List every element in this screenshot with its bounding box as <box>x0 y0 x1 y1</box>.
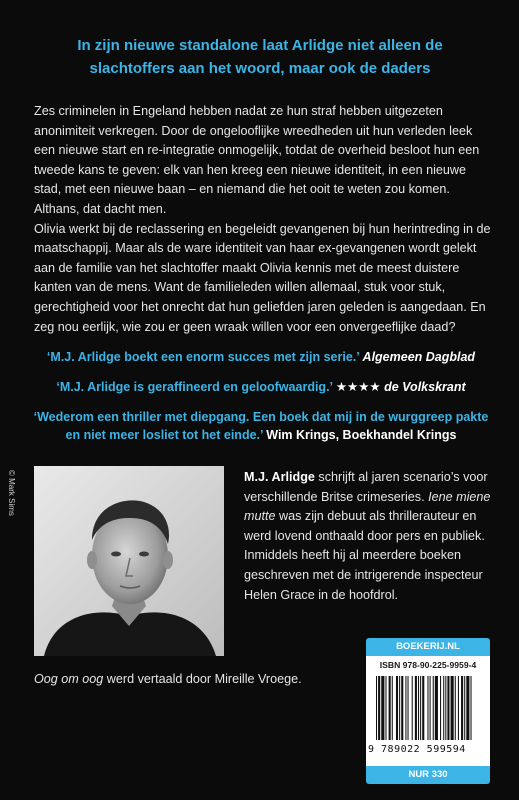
bio-text-1: schrijft al jaren scenario’s voor verschillende Britse crimeseries. <box>244 470 488 504</box>
barcode-bar <box>433 676 434 740</box>
review-quote-text: ‘M.J. Arlidge is geraffineerd en geloofwaardig.’ <box>56 380 333 394</box>
review-quote-2 <box>30 378 492 396</box>
barcode-panel <box>366 638 490 784</box>
barcode-bar <box>422 676 424 740</box>
review-quote-source: de Volkskrant <box>384 380 466 394</box>
barcode-bar <box>389 676 391 740</box>
barcode-bar <box>378 676 380 740</box>
blurb <box>34 102 494 337</box>
barcode-bar <box>408 676 409 740</box>
barcode-bar <box>418 676 419 740</box>
author-photo <box>34 466 224 656</box>
review-quote-text: ‘M.J. Arlidge boekt een enorm succes met zijn serie.’ <box>46 350 360 364</box>
review-quote-3 <box>30 408 492 444</box>
barcode-bar <box>440 676 441 740</box>
barcode-bar <box>451 676 454 740</box>
bio-text-2: was zijn debuut als thrillerauteur en werd lovend onthaald door pers en publiek. Inmiddels heeft hij al meerdere boeken geschreven met de intrigerende inspecteur Helen Grace in de hoofdrol. <box>244 509 485 602</box>
review-quote-1 <box>30 348 492 366</box>
debut-book-title: Iene miene mutte <box>244 489 491 524</box>
review-quotes <box>30 348 492 456</box>
barcode-bar <box>430 676 431 740</box>
barcode-bar <box>464 676 465 740</box>
barcode-bar <box>392 676 393 740</box>
rating-stars: ★★★★ <box>335 380 381 394</box>
headline-line-1: In zijn nieuwe standalone laat Arlidge niet alleen de <box>77 37 443 54</box>
author-bio-text <box>244 468 494 605</box>
barcode-bar <box>399 676 400 740</box>
barcode-bar <box>471 676 472 740</box>
barcode-bar <box>458 676 459 740</box>
barcode-digits: 9 789022 599594 <box>368 744 466 755</box>
barcode-bar <box>401 676 403 740</box>
barcode-bar <box>420 676 421 740</box>
barcode-bar <box>396 676 398 740</box>
author-bio <box>244 468 494 605</box>
barcode-bars <box>374 676 482 742</box>
headline-line-2: slachtoffers aan het woord, maar ook de daders <box>89 60 431 77</box>
barcode-bar <box>445 676 446 740</box>
book-title: Oog om oog <box>34 672 104 686</box>
photo-credit <box>6 470 18 550</box>
publisher-url: BOEKERIJ.NL <box>366 638 490 656</box>
barcode-bar <box>405 676 406 740</box>
barcode-bar <box>435 676 438 740</box>
isbn-label: ISBN 978-90-225-9959-4 <box>379 660 477 670</box>
review-quote-source: Algemeen Dagblad <box>362 350 476 364</box>
barcode-bar <box>376 676 377 740</box>
headline <box>30 34 490 80</box>
barcode-bar <box>385 676 386 740</box>
barcode-bar <box>427 676 428 740</box>
barcode-bar <box>466 676 469 740</box>
barcode-bar <box>461 676 463 740</box>
author-name: M.J. Arlidge <box>244 470 315 484</box>
barcode-bar <box>381 676 384 740</box>
barcode-bar <box>415 676 417 740</box>
nur-code: NUR 330 <box>366 766 490 784</box>
barcode-bar <box>455 676 456 740</box>
review-quote-text: ‘Wederom een thriller met diepgang. Een boek dat mij in de wurggreep pakte en niet meer losliet tot het einde.’ <box>33 410 489 442</box>
barcode-bar <box>412 676 413 740</box>
barcode-bar <box>443 676 444 740</box>
blurb-paragraph-1: Zes criminelen in Engeland hebben nadat ze hun straf hebben uitgezeten anonimiteit verkregen. Door de ongelooflijke wreedheden uit hun verleden leek een nieuwe start en re-integratie onmogelijk, totdat de overheid besloot hun een tweede kans te geven: elk van hen kreeg een nieuwe identiteit, in een nieuwe stad, met een nieuwe baan – en niemand die het ooit te weten zou komen. Althans, dat dacht men. <box>34 104 480 216</box>
barcode-bar <box>447 676 449 740</box>
review-quote-source: Wim Krings, Boekhandel Krings <box>266 428 457 442</box>
blurb-paragraph-2: Olivia werkt bij de reclassering en begeleidt gevangenen bij hun herintreding in de maatschappij. Maar als de ware identiteit van haar ex-gevangenen wordt gelekt aan de familie van het slachtoffer maakt Olivia kennis met de meest duistere kanten van de mens. Want de familieleden willen allemaal, stuk voor stuk, gerechtigheid voor het onrecht dat hun geliefden jaren geleden is aangedaan. En zeg nou eerlijk, wie zou er geen wraak willen voor een onvergeeflijke daad? <box>34 221 491 334</box>
translator-text: werd vertaald door Mireille Vroege. <box>103 672 302 686</box>
photo-credit-text: © Mark Sims <box>7 470 16 516</box>
translator-credit <box>34 670 334 688</box>
